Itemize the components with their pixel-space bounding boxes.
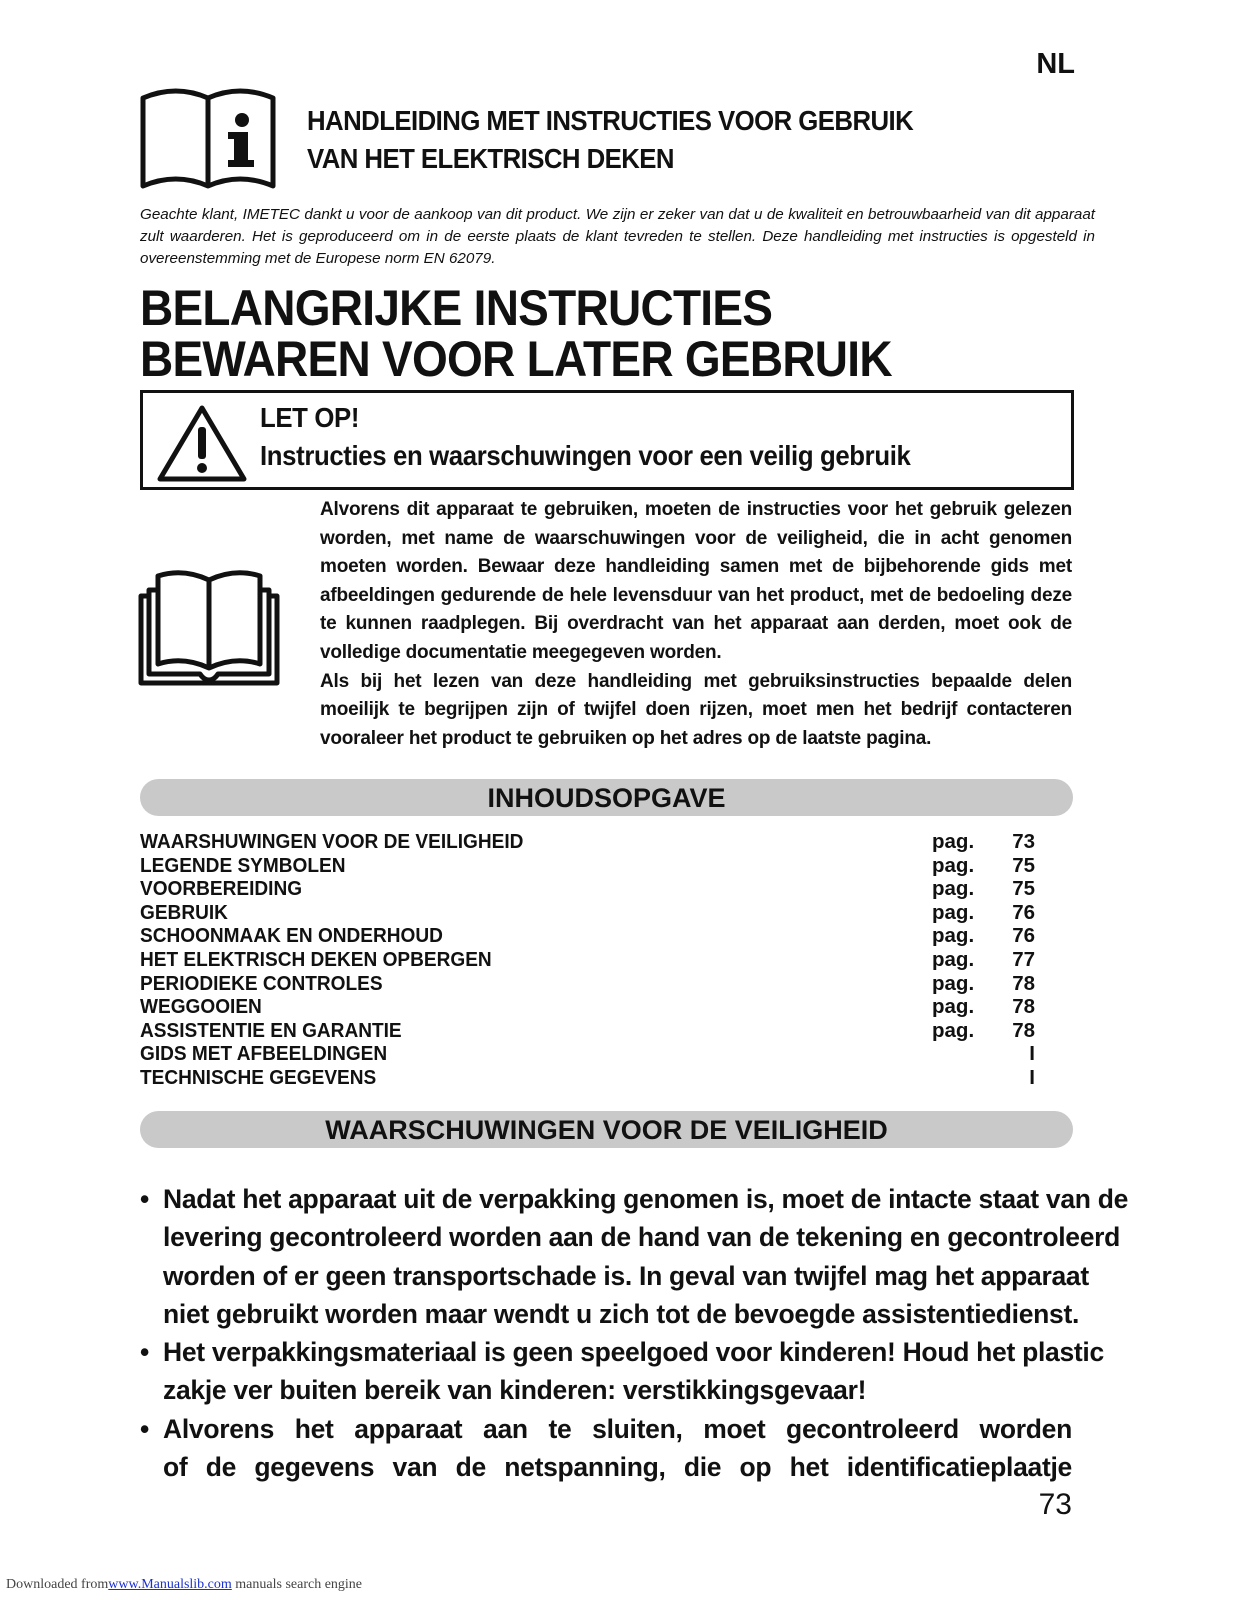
toc-title: WAARSHUWINGEN VOOR DE VEILIGHEID — [140, 830, 524, 853]
language-code: NL — [1036, 48, 1075, 80]
main-title — [140, 280, 892, 387]
toc-title: WEGGOOIEN — [140, 995, 262, 1019]
warning-heading: LET OP! — [260, 402, 360, 433]
toc-heading-bar — [140, 779, 1073, 816]
toc-row — [140, 877, 1035, 901]
toc-title: HET ELEKTRISCH DEKEN OPBERGEN — [140, 947, 492, 971]
toc-pag: pag. — [932, 995, 975, 1019]
safety-warnings — [140, 1180, 1129, 1486]
toc-pag: pag. — [932, 947, 975, 971]
toc-pag: pag. — [932, 1018, 975, 1042]
table-of-contents — [140, 830, 1035, 1090]
info-book-icon — [140, 86, 276, 190]
bullet-mark: • — [140, 1337, 149, 1368]
toc-page-number: 75 — [1012, 877, 1035, 901]
safety-heading: WAARSCHUWINGEN VOOR DE VEILIGHEID — [325, 1115, 888, 1145]
bullet-line: Alvorens het apparaat aan te sluiten, moet gecontroleerd worden — [163, 1413, 1072, 1444]
toc-page-number: I — [1029, 1065, 1035, 1089]
toc-page-number: 78 — [1012, 995, 1035, 1019]
toc-pag: pag. — [932, 971, 975, 995]
warning-subheading: Instructies en waarschuwingen voor een veilig gebruik — [260, 440, 911, 471]
toc-page-number: 75 — [1012, 853, 1035, 877]
footer-link[interactable]: www.Manualslib.com — [108, 1577, 232, 1592]
bullet-mark: • — [140, 1413, 149, 1444]
toc-row — [140, 901, 1035, 925]
open-book-icon — [138, 566, 280, 686]
toc-row — [140, 972, 1035, 996]
toc-page-number: I — [1029, 1042, 1035, 1066]
main-title-line2: BEWAREN VOOR LATER GEBRUIK — [140, 331, 892, 387]
toc-pag: pag. — [932, 830, 975, 853]
toc-row — [140, 1066, 1035, 1090]
toc-pag: pag. — [932, 853, 975, 877]
toc-title: GEBRUIK — [140, 900, 228, 924]
toc-title: GIDS MET AFBEELDINGEN — [140, 1042, 388, 1066]
manual-title-line2: VAN HET ELEKTRISCH DEKEN — [307, 143, 674, 174]
download-footer — [6, 1577, 362, 1593]
toc-title: ASSISTENTIE EN GARANTIE — [140, 1018, 402, 1042]
read-paragraph-2: Als bij het lezen van deze handleiding met gebruiksinstructies bepaalde delen moeilijk te begrijpen zijn of twijfel doen rijzen, moet men het bedrijf contacteren vooraleer het product te gebruiken op het adres op de laatste pagina. — [320, 670, 1072, 749]
read-paragraph-1: Alvorens dit apparaat te gebruiken, moeten de instructies voor het gebruik gelezen worden, met name de waarschuwingen voor de veiligheid, die in acht genomen moeten worden. Bewaar deze handleiding samen met de bijbehorende gids met afbeeldingen gedurende de hele levensduur van het product, met de bedoeling deze te kunnen raadplegen. Bij overdracht van het apparaat aan derden, moet ook de volledige documentatie meegegeven worden. — [320, 499, 1072, 663]
toc-row — [140, 830, 1035, 854]
footer-suffix: manuals search engine — [231, 1577, 363, 1592]
read-instructions-text — [320, 496, 1072, 753]
toc-row — [140, 1042, 1035, 1066]
toc-page-number: 78 — [1012, 1018, 1035, 1042]
toc-page-number: 77 — [1012, 947, 1035, 971]
warning-box — [140, 390, 1074, 490]
list-item — [140, 1333, 1104, 1410]
toc-pag: pag. — [932, 900, 975, 924]
bullet-mark: • — [140, 1184, 149, 1214]
toc-page-number: 76 — [1012, 900, 1035, 924]
bullet-line: Nadat het apparaat uit de verpakking genomen is, moet de intacte staat van de — [163, 1184, 1129, 1214]
bullet-line: levering gecontroleerd worden aan de hand van de tekening en gecontroleerd — [163, 1222, 1121, 1253]
toc-page-number: 73 — [1012, 830, 1035, 853]
toc-title: PERIODIEKE CONTROLES — [140, 971, 383, 995]
safety-heading-bar — [140, 1111, 1073, 1148]
toc-page-number: 78 — [1012, 971, 1035, 995]
toc-page-number: 76 — [1012, 924, 1035, 948]
toc-row — [140, 1019, 1035, 1043]
page-number: 73 — [1038, 1488, 1072, 1521]
bullet-line: niet gebruikt worden maar wendt u zich tot de bevoegde assistentiedienst. — [163, 1298, 1080, 1329]
main-title-line1: BELANGRIJKE INSTRUCTIES — [140, 280, 773, 336]
bullet-line: Het verpakkingsmateriaal is geen speelgoed voor kinderen! Houd het plastic — [163, 1337, 1104, 1368]
manual-title — [307, 102, 1006, 178]
toc-title: TECHNISCHE GEGEVENS — [140, 1065, 377, 1089]
toc-title: VOORBEREIDING — [140, 877, 303, 901]
toc-pag: pag. — [932, 877, 975, 901]
intro-text: Geachte klant, IMETEC dankt u voor de aankoop van dit product. We zijn er zeker van dat u de kwaliteit en betrouwbaarheid van dit apparaat zult waarderen. Het is geproduceerd om in de eerste plaats de klant tevreden te stellen. Deze handleiding met instructies is opgesteld in overeenstemming met de Europese norm EN 62079. — [140, 206, 1095, 267]
manual-title-line1: HANDLEIDING MET INSTRUCTIES VOOR GEBRUIK — [307, 105, 914, 136]
bullet-line: zakje ver buiten bereik van kinderen: verstikkingsgevaar! — [163, 1375, 867, 1406]
toc-title: LEGENDE SYMBOLEN — [140, 853, 346, 877]
warning-text — [260, 399, 910, 475]
toc-pag: pag. — [932, 924, 975, 948]
toc-row — [140, 948, 1035, 972]
toc-heading: INHOUDSOPGAVE — [487, 783, 726, 813]
list-item — [140, 1410, 1072, 1487]
toc-row — [140, 924, 1035, 948]
warning-triangle-icon — [156, 403, 248, 483]
toc-row — [140, 995, 1035, 1019]
toc-title: SCHOONMAAK EN ONDERHOUD — [140, 924, 443, 948]
bullet-line: of de gegevens van de netspanning, die op het identificatieplaatje — [163, 1452, 1072, 1483]
bullet-line: worden of er geen transportschade is. In geval van twijfel mag het apparaat — [163, 1260, 1089, 1291]
toc-row — [140, 854, 1035, 878]
footer-prefix: Downloaded from — [6, 1577, 109, 1592]
list-item — [140, 1180, 1129, 1333]
